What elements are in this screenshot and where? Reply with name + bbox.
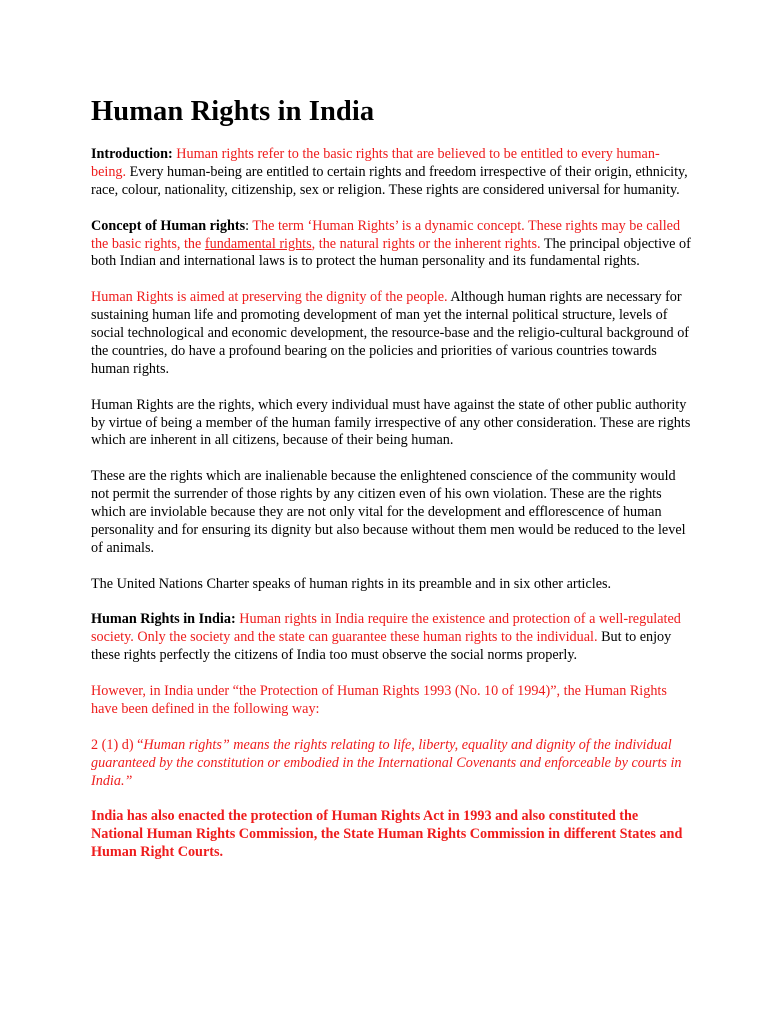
concept-label: Concept of Human rights: [91, 217, 246, 234]
page-title: Human Rights in India: [91, 96, 375, 127]
document-page: [91, 95, 691, 880]
dignity-highlight: Human Rights is aimed at preserving the dignity of the people.: [91, 289, 448, 306]
concept-colon: :: [245, 217, 253, 234]
india-highlight: Human rights in India require the existence and protection of a well-regulated society. Only the society and the state can guarantee these human rights to the individual.: [91, 611, 681, 646]
definition-paragraph: [91, 737, 691, 791]
india-body: But to enjoy these rights perfectly the citizens of India too must observe the social norms properly.: [91, 629, 672, 664]
closing-paragraph: [91, 808, 691, 862]
un-charter-paragraph: The United Nations Charter speaks of human rights in its preamble and in six other articles.: [91, 575, 612, 592]
inalienable-rights-paragraph: These are the rights which are inalienable because the enlightened conscience of the community would not permit the surrender of those rights by any citizen even of his own violation. These are the rights which are inviolable because they are not only vital for the development and efflorescence of human personality and for ensuring its dignity but also because without them men would be reduced to the level of animals.: [91, 468, 686, 556]
concept-highlight-end: , the natural rights or the inherent rights.: [311, 235, 541, 252]
introduction-label: Introduction:: [91, 146, 173, 162]
individual-rights-paragraph: Human Rights are the rights, which every individual must have against the state of other public authority by virtue of being a member of the human family irrespective of any other consideration. These are rights which are inherent in all citizens, because of their being human.: [91, 396, 691, 449]
concept-highlight: The term ‘Human Rights’ is a dynamic concept. These rights may be called the basic rights, the: [91, 217, 681, 252]
introduction-paragraph: [91, 146, 691, 200]
india-paragraph: [91, 611, 691, 665]
protection-act-paragraph: However, in India under “the Protection of Human Rights 1993 (No. 10 of 1994)”, the Human Rights have been defined in the following way:: [91, 683, 667, 717]
definition-text: Human rights” means the rights relating to life, liberty, equality and dignity of the individual guaranteed by the constitution or embodied in the International Covenants and enforceable by courts in India.”: [91, 736, 682, 789]
dignity-body: Although human rights are necessary for sustaining human life and promoting development of man yet the internal political structure, levels of social technological and economic development, the resource-base and the religio-cultural background of the countries, do have a profound bearing on the policies and priorities of various countries towards human rights.: [91, 289, 690, 377]
india-label: Human Rights in India:: [91, 611, 236, 628]
closing-text: India has also enacted the protection of Human Rights Act in 1993 and also constituted the National Human Rights Commission, the State Human Rights Commission in different States and Human Right Courts.: [91, 808, 683, 861]
introduction-highlight: Human rights refer to the basic rights that are believed to be entitled to every human-being.: [91, 146, 660, 180]
definition-prefix: 2 (1) d) “: [91, 736, 144, 753]
dignity-paragraph: [91, 289, 691, 379]
concept-paragraph: [91, 218, 691, 272]
introduction-body: Every human-being are entitled to certain rights and freedom irrespective of their origin, ethnicity, race, colour, nationality, citizenship, sex or religion. These rights are considered universal for humanity.: [91, 163, 688, 198]
concept-body: The principal objective of both Indian and international laws is to protect the human personality and its fundamental rights.: [91, 235, 691, 270]
fundamental-rights-link[interactable]: fundamental rights: [204, 235, 312, 252]
